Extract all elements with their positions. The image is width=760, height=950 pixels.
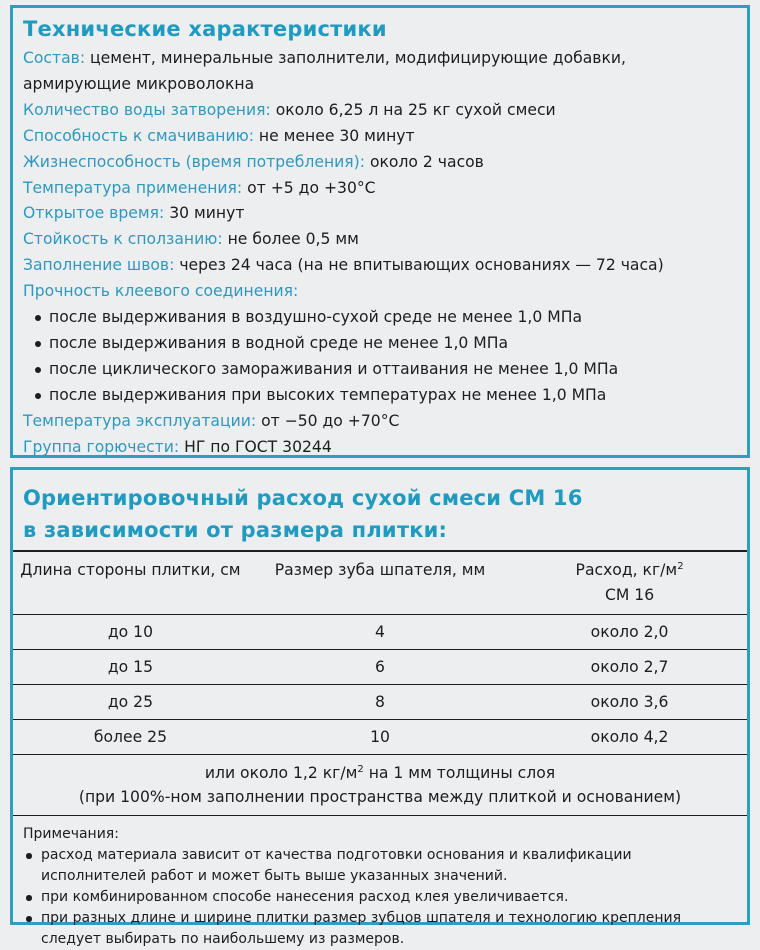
column-header-sublabel: СМ 16 (604, 586, 655, 604)
usage-title-line-2: в зависимости от размера плитки: (23, 518, 448, 542)
cell-rate: около 2,0 (512, 615, 747, 650)
spec-row-grouting (23, 253, 739, 279)
superscript: 2 (357, 763, 364, 775)
spec-label: Жизнеспособность (время потребления): (23, 152, 365, 171)
spec-row-app-temp (23, 176, 739, 202)
spec-value: НГ по ГОСТ 30244 (179, 437, 332, 456)
footnote-text: (при 100%-ном заполнении пространства между плиткой и основанием) (78, 788, 682, 806)
specs-panel (10, 5, 750, 458)
list-item: после выдерживания в воздушно-сухой среде не менее 1,0 МПа (33, 305, 739, 331)
list-item: после циклического замораживания и оттаивания не менее 1,0 МПа (33, 357, 739, 383)
column-header-tooth (248, 552, 512, 615)
cell-rate: около 2,7 (512, 650, 747, 685)
spec-row-flammability (23, 435, 739, 461)
list-item: при комбинированном способе нанесения расход клея увеличивается. (23, 887, 737, 908)
spec-row-composition (23, 46, 723, 98)
notes-block (13, 816, 747, 950)
spec-value: цемент, минеральные заполнители, модифицирующие добавки, армирующие микроволокна (23, 49, 626, 93)
spec-value: через 24 часа (на не впитывающих основаниях — 72 часа) (174, 256, 664, 275)
footnote-text: или около 1,2 кг/м (204, 764, 358, 782)
spec-label: Состав: (23, 49, 86, 67)
cell-tooth: 10 (248, 720, 512, 755)
spec-row-slip (23, 227, 739, 253)
cell-tooth: 6 (248, 650, 512, 685)
specs-title: Технические характеристики (23, 17, 387, 41)
table-row (13, 650, 747, 685)
spec-value: 30 минут (164, 204, 245, 223)
spec-label: Способность к смачиванию: (23, 126, 254, 145)
table-row (13, 720, 747, 755)
column-header-label: Расход, кг/м (575, 561, 678, 579)
spec-value: около 2 часов (365, 152, 484, 171)
spec-label: Температура эксплуатации: (23, 411, 257, 430)
table-footnote (13, 755, 747, 816)
superscript: 2 (677, 560, 684, 572)
spec-label: Количество воды затворения: (23, 100, 271, 119)
usage-title-line-1: Ориентировочный расход сухой смеси СМ 16 (23, 486, 583, 510)
table-row (13, 615, 747, 650)
spec-label: Стойкость к сползанию: (23, 230, 223, 249)
table-header-row (13, 552, 747, 615)
cell-rate: около 4,2 (512, 720, 747, 755)
spec-value: от −50 до +70°С (256, 411, 400, 430)
spec-label: Группа горючести: (23, 437, 180, 456)
cell-rate: около 3,6 (512, 685, 747, 720)
usage-table (13, 552, 747, 816)
spec-label: Температура применения: (23, 178, 243, 197)
table-note-row (13, 755, 747, 816)
list-item: при разных длине и ширине плитки размер зубцов шпателя и технологию крепления следует выбирать по наибольшему из размеров. (23, 908, 737, 950)
spec-value: около 6,25 л на 25 кг сухой смеси (270, 100, 556, 119)
spec-label: Открытое время: (23, 204, 165, 223)
bond-strength-list (23, 305, 739, 409)
spec-row-wetting (23, 124, 739, 150)
spec-label: Прочность клеевого соединения: (23, 282, 299, 301)
list-item: расход материала зависит от качества подготовки основания и квалификации исполнителей работ и может быть выше указанных значений. (23, 845, 737, 887)
column-header-label: Размер зуба шпателя, мм (274, 561, 486, 579)
spec-value: от +5 до +30°С (242, 178, 376, 197)
footnote-text: на 1 мм толщины слоя (363, 764, 556, 782)
cell-length: до 15 (13, 650, 248, 685)
cell-tooth: 8 (248, 685, 512, 720)
usage-panel (10, 467, 750, 947)
column-header-length (13, 552, 248, 615)
spec-row-water (23, 98, 739, 124)
table-row (13, 685, 747, 720)
column-header-label: Длина стороны плитки, см (20, 561, 241, 579)
notes-list (23, 845, 737, 950)
usage-title (13, 470, 747, 546)
cell-length: до 10 (13, 615, 248, 650)
spec-value: не более 0,5 мм (222, 230, 359, 249)
spec-row-pot-life (23, 150, 739, 176)
notes-heading: Примечания: (23, 826, 119, 842)
cell-tooth: 4 (248, 615, 512, 650)
spec-value: не менее 30 минут (253, 126, 415, 145)
spec-row-service-temp (23, 409, 739, 435)
list-item: после выдерживания при высоких температурах не менее 1,0 МПа (33, 383, 739, 409)
spec-row-open-time (23, 201, 739, 227)
cell-length: более 25 (13, 720, 248, 755)
spec-label: Заполнение швов: (23, 256, 175, 275)
specs-list (13, 44, 747, 461)
spec-row-bond-strength (23, 279, 739, 305)
list-item: после выдерживания в водной среде не менее 1,0 МПа (33, 331, 739, 357)
cell-length: до 25 (13, 685, 248, 720)
column-header-rate (512, 552, 747, 615)
